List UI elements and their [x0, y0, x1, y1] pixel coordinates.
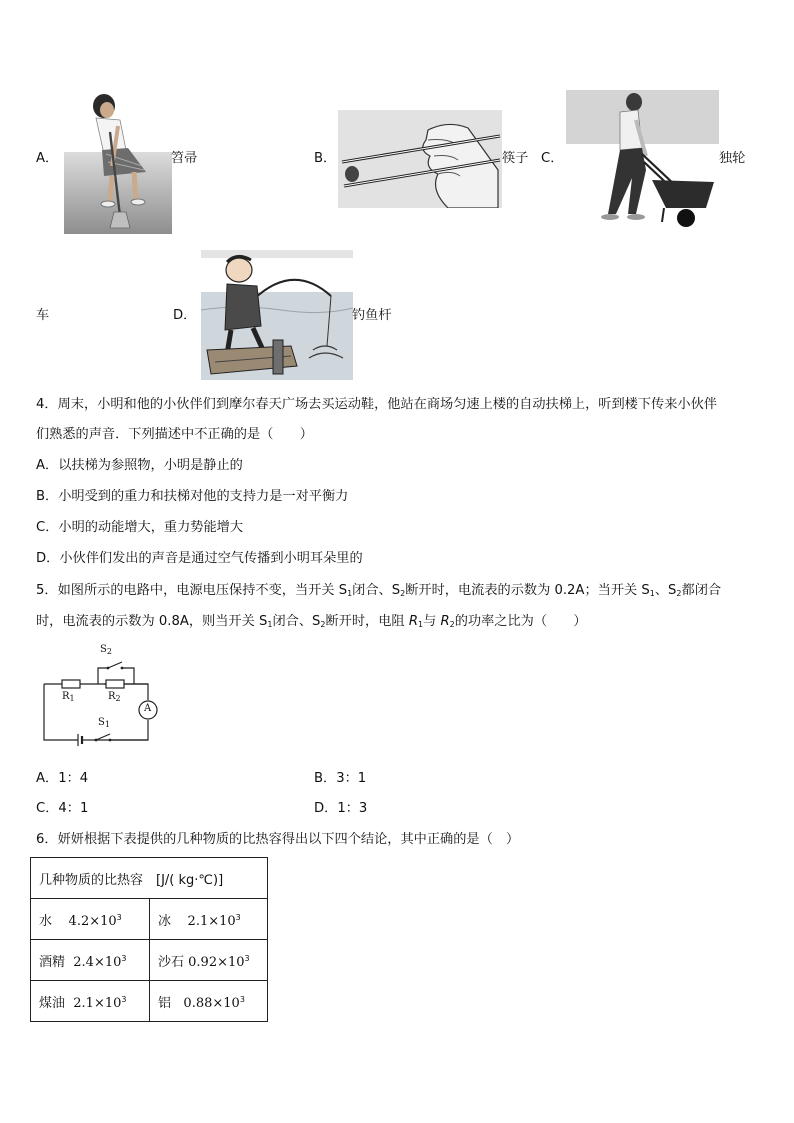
q5-option-b: B．3：1: [314, 771, 367, 786]
circuit-label-ammeter: A: [144, 703, 152, 714]
q4-option-d: D．小伙伴们发出的声音是通过空气传播到小明耳朵里的: [36, 551, 363, 566]
specific-heat-table: [30, 857, 268, 1022]
fishing-rod-image: [201, 250, 353, 380]
option-c-label-2: 车: [36, 308, 50, 323]
option-d-letter: D．: [173, 308, 197, 323]
q4-option-c: C．小明的动能增大，重力势能增大: [36, 520, 244, 535]
table-row: 煤油 $2.1\times 10^3$ 铝 $0.88\times 10^3$: [31, 981, 268, 1022]
q5-stem-line2: 时，电流表的示数为 0.8A，则当开关 $S_1$闭合、$S_2$断开时，电阻 $R_1$与 $R_2$的功率之比为（ ）: [36, 614, 587, 629]
circuit-label-s1: $S_1$: [98, 717, 110, 729]
q4-stem-line2: 们熟悉的声音．下列描述中不正确的是（ ）: [36, 427, 313, 442]
q4-option-b: B．小明受到的重力和扶梯对他的支持力是一对平衡力: [36, 489, 349, 504]
option-c-letter: C．: [541, 151, 564, 166]
option-a-label: 笤帚: [171, 151, 198, 166]
option-d-label: 钓鱼杆: [352, 308, 392, 323]
q6-stem: 6．妍妍根据下表提供的几种物质的比热容得出以下四个结论，其中正确的是（ ）: [36, 832, 520, 847]
broom-girl-image: [64, 92, 172, 234]
circuit-diagram: [38, 644, 164, 748]
circuit-label-r2: $R_2$: [108, 691, 121, 703]
option-a-letter: A．: [36, 151, 59, 166]
q4-stem-line1: 4．周末，小明和他的小伙伴们到摩尔春天广场去买运动鞋，他站在商场匀速上楼的自动扶梯上，听到楼下传来小伙伴: [36, 397, 717, 412]
circuit-label-r1: $R_1$: [62, 691, 75, 703]
q5-option-c: C．4：1: [36, 801, 89, 816]
option-b-letter: B．: [314, 151, 337, 166]
option-c-label-1: 独轮: [719, 151, 746, 166]
wheelbarrow-image: [566, 90, 719, 229]
q4-option-a: A．以扶梯为参照物，小明是静止的: [36, 458, 243, 473]
table-row: 水 $4.2\times 10^3$ 冰 $2.1\times 10^3$: [31, 899, 268, 940]
table-header: 几种物质的比热容 [J/( kg·℃)]: [31, 858, 268, 899]
circuit-label-s2: $S_2$: [100, 644, 112, 656]
table-row: 酒精 $2.4\times 10^3$ 沙石 $0.92\times 10^3$: [31, 940, 268, 981]
option-b-label: 筷子: [502, 151, 529, 166]
q5-stem-line1: 5．如图所示的电路中，电源电压保持不变，当开关 $S_1$闭合、$S_2$断开时，电流表的示数为 0.2A；当开关 $S_1$、$S_2$都闭合: [36, 583, 722, 598]
chopsticks-image: [338, 110, 502, 208]
q5-option-a: A．1：4: [36, 771, 89, 786]
q5-option-d: D．1：3: [314, 801, 368, 816]
